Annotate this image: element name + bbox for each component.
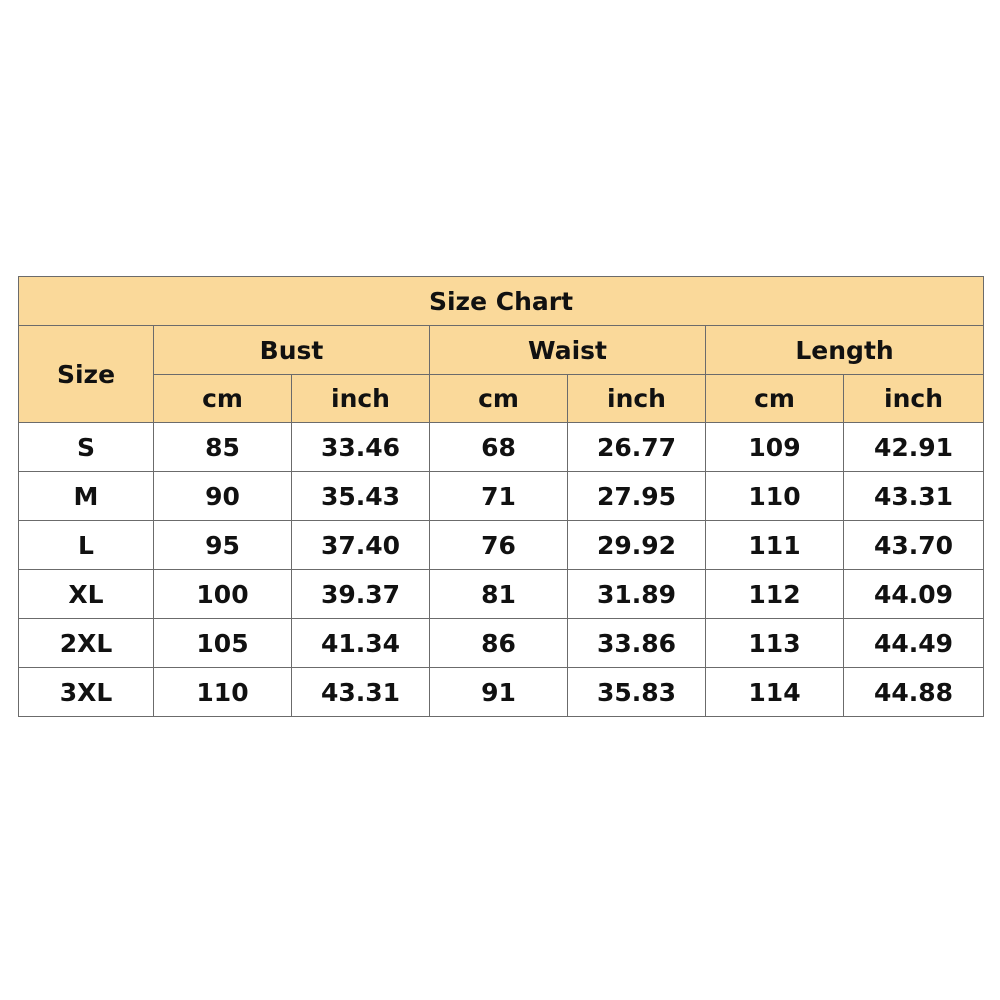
table-row (19, 668, 984, 717)
bust-inch-cell: 43.31 (292, 668, 430, 717)
unit-header-waist-cm: cm (430, 375, 568, 423)
table-row (19, 472, 984, 521)
size-cell: XL (19, 570, 154, 619)
unit-header-bust-cm: cm (154, 375, 292, 423)
length-inch-cell: 43.31 (844, 472, 984, 521)
length-inch-cell: 44.49 (844, 619, 984, 668)
bust-cm-cell: 100 (154, 570, 292, 619)
bust-cm-cell: 90 (154, 472, 292, 521)
bust-inch-cell: 41.34 (292, 619, 430, 668)
size-column-header: Size (19, 326, 154, 423)
waist-cm-cell: 81 (430, 570, 568, 619)
unit-header-length-cm: cm (706, 375, 844, 423)
length-inch-cell: 44.09 (844, 570, 984, 619)
bust-inch-cell: 35.43 (292, 472, 430, 521)
unit-header-waist-inch: inch (568, 375, 706, 423)
table-row (19, 570, 984, 619)
waist-inch-cell: 29.92 (568, 521, 706, 570)
unit-header-bust-inch: inch (292, 375, 430, 423)
size-cell: L (19, 521, 154, 570)
waist-cm-cell: 71 (430, 472, 568, 521)
waist-cm-cell: 86 (430, 619, 568, 668)
size-chart-body (19, 423, 984, 717)
group-header-waist: Waist (430, 326, 706, 375)
group-header-length: Length (706, 326, 984, 375)
length-inch-cell: 42.91 (844, 423, 984, 472)
length-inch-cell: 44.88 (844, 668, 984, 717)
length-cm-cell: 110 (706, 472, 844, 521)
waist-inch-cell: 33.86 (568, 619, 706, 668)
bust-inch-cell: 37.40 (292, 521, 430, 570)
bust-inch-cell: 39.37 (292, 570, 430, 619)
bust-cm-cell: 85 (154, 423, 292, 472)
length-cm-cell: 114 (706, 668, 844, 717)
length-cm-cell: 113 (706, 619, 844, 668)
size-cell: 2XL (19, 619, 154, 668)
length-inch-cell: 43.70 (844, 521, 984, 570)
bust-inch-cell: 33.46 (292, 423, 430, 472)
waist-cm-cell: 91 (430, 668, 568, 717)
chart-title: Size Chart (19, 277, 984, 326)
waist-inch-cell: 26.77 (568, 423, 706, 472)
table-row (19, 521, 984, 570)
length-cm-cell: 111 (706, 521, 844, 570)
waist-cm-cell: 68 (430, 423, 568, 472)
length-cm-cell: 112 (706, 570, 844, 619)
bust-cm-cell: 105 (154, 619, 292, 668)
table-row (19, 619, 984, 668)
length-cm-cell: 109 (706, 423, 844, 472)
unit-header-length-inch: inch (844, 375, 984, 423)
group-header-bust: Bust (154, 326, 430, 375)
waist-cm-cell: 76 (430, 521, 568, 570)
waist-inch-cell: 31.89 (568, 570, 706, 619)
waist-inch-cell: 27.95 (568, 472, 706, 521)
bust-cm-cell: 110 (154, 668, 292, 717)
bust-cm-cell: 95 (154, 521, 292, 570)
size-chart-table (18, 276, 984, 717)
size-cell: M (19, 472, 154, 521)
size-cell: 3XL (19, 668, 154, 717)
waist-inch-cell: 35.83 (568, 668, 706, 717)
table-row (19, 423, 984, 472)
size-cell: S (19, 423, 154, 472)
